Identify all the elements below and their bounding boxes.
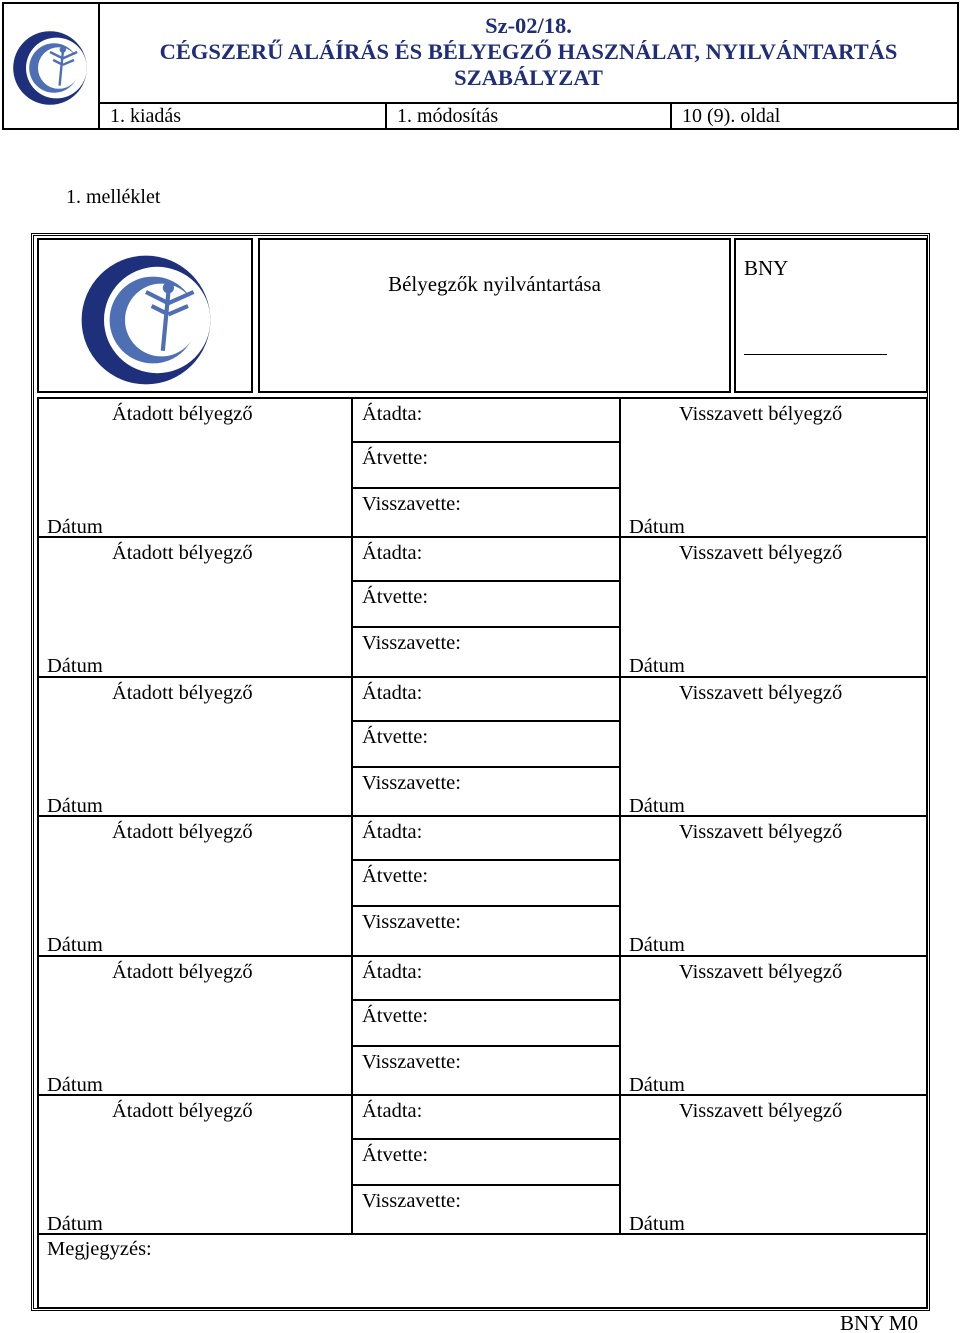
received-by-field[interactable]: Átvette: xyxy=(362,1005,429,1027)
handed-by-field[interactable]: Átadta: xyxy=(362,961,423,983)
handed-stamp-label: Átadott bélyegző xyxy=(112,1100,253,1122)
received-separator xyxy=(351,859,619,861)
date-field-left[interactable]: Dátum xyxy=(47,795,103,817)
returned-by-field[interactable]: Visszavette: xyxy=(362,632,461,654)
returned-stamp-label: Visszavett bélyegző xyxy=(679,403,843,425)
date-field-right[interactable]: Dátum xyxy=(629,795,685,817)
returned-separator xyxy=(351,905,619,907)
received-by-field[interactable]: Átvette: xyxy=(362,1144,429,1166)
handed-by-field[interactable]: Átadta: xyxy=(362,682,423,704)
returned-by-field[interactable]: Visszavette: xyxy=(362,493,461,515)
row-separator xyxy=(39,1094,926,1096)
date-field-right[interactable]: Dátum xyxy=(629,934,685,956)
returned-separator xyxy=(351,487,619,489)
returned-stamp-label: Visszavett bélyegző xyxy=(679,542,843,564)
document-header xyxy=(2,2,959,130)
date-field-left[interactable]: Dátum xyxy=(47,1074,103,1096)
handed-stamp-label: Átadott bélyegző xyxy=(112,403,253,425)
handed-by-field[interactable]: Átadta: xyxy=(362,821,423,843)
returned-by-field[interactable]: Visszavette: xyxy=(362,1190,461,1212)
handed-stamp-label: Átadott bélyegző xyxy=(112,821,253,843)
returned-stamp-label: Visszavett bélyegző xyxy=(679,1100,843,1122)
received-by-field[interactable]: Átvette: xyxy=(362,447,429,469)
bny-cell xyxy=(734,238,928,393)
notes-field[interactable]: Megjegyzés: xyxy=(47,1238,152,1260)
returned-stamp-label: Visszavett bélyegző xyxy=(679,682,843,704)
row-separator xyxy=(39,676,926,678)
annex-label: 1. melléklet xyxy=(66,186,161,208)
header-title-block xyxy=(100,4,957,102)
footer-code: BNY M0 xyxy=(840,1311,918,1333)
received-by-field[interactable]: Átvette: xyxy=(362,586,429,608)
bny-label: BNY xyxy=(744,256,789,280)
handed-by-field[interactable]: Átadta: xyxy=(362,542,423,564)
returned-by-field[interactable]: Visszavette: xyxy=(362,1051,461,1073)
returned-stamp-label: Visszavett bélyegző xyxy=(679,821,843,843)
form-title-cell xyxy=(258,238,731,393)
returned-by-field[interactable]: Visszavette: xyxy=(362,772,461,794)
returned-by-field[interactable]: Visszavette: xyxy=(362,911,461,933)
document-code: Sz-02/18. xyxy=(485,13,572,38)
date-field-right[interactable]: Dátum xyxy=(629,1213,685,1235)
revision-label: 1. módosítás xyxy=(387,104,672,128)
row-separator xyxy=(39,815,926,817)
column-divider-left xyxy=(351,399,353,1235)
received-separator xyxy=(351,441,619,443)
date-field-left[interactable]: Dátum xyxy=(47,934,103,956)
page-number: 10 (9). oldal xyxy=(682,105,781,127)
handed-stamp-label: Átadott bélyegző xyxy=(112,961,253,983)
returned-separator xyxy=(351,766,619,768)
form-logo-cell xyxy=(37,238,253,393)
document-title: CÉGSZERŰ ALÁÍRÁS ÉS BÉLYEGZŐ HASZNÁLAT, NYILVÁNTARTÁS SZABÁLYZAT xyxy=(159,39,898,90)
returned-separator xyxy=(351,1045,619,1047)
received-separator xyxy=(351,1138,619,1140)
handed-by-field[interactable]: Átadta: xyxy=(362,1100,423,1122)
date-field-left[interactable]: Dátum xyxy=(47,1213,103,1235)
bny-number-line[interactable] xyxy=(744,354,887,355)
company-logo-icon xyxy=(76,250,216,390)
handed-stamp-label: Átadott bélyegző xyxy=(112,542,253,564)
received-by-field[interactable]: Átvette: xyxy=(362,865,429,887)
row-separator xyxy=(39,536,926,538)
handed-stamp-label: Átadott bélyegző xyxy=(112,682,253,704)
received-separator xyxy=(351,720,619,722)
date-field-right[interactable]: Dátum xyxy=(629,516,685,538)
returned-separator xyxy=(351,626,619,628)
returned-separator xyxy=(351,1184,619,1186)
handed-by-field[interactable]: Átadta: xyxy=(362,403,423,425)
company-logo-icon xyxy=(10,28,90,108)
row-separator xyxy=(39,955,926,957)
received-separator xyxy=(351,580,619,582)
received-by-field[interactable]: Átvette: xyxy=(362,726,429,748)
header-meta-row xyxy=(100,102,957,128)
form-title: Bélyegzők nyilvántartása xyxy=(388,272,601,296)
date-field-left[interactable]: Dátum xyxy=(47,516,103,538)
returned-stamp-label: Visszavett bélyegző xyxy=(679,961,843,983)
notes-separator xyxy=(39,1233,926,1235)
header-logo-cell xyxy=(4,4,100,128)
received-separator xyxy=(351,999,619,1001)
date-field-left[interactable]: Dátum xyxy=(47,655,103,677)
date-field-right[interactable]: Dátum xyxy=(629,1074,685,1096)
stamp-register-form xyxy=(31,233,930,1311)
edition-label: 1. kiadás xyxy=(100,104,387,128)
column-divider-right xyxy=(619,399,621,1235)
date-field-right[interactable]: Dátum xyxy=(629,655,685,677)
register-entries xyxy=(37,397,928,1309)
